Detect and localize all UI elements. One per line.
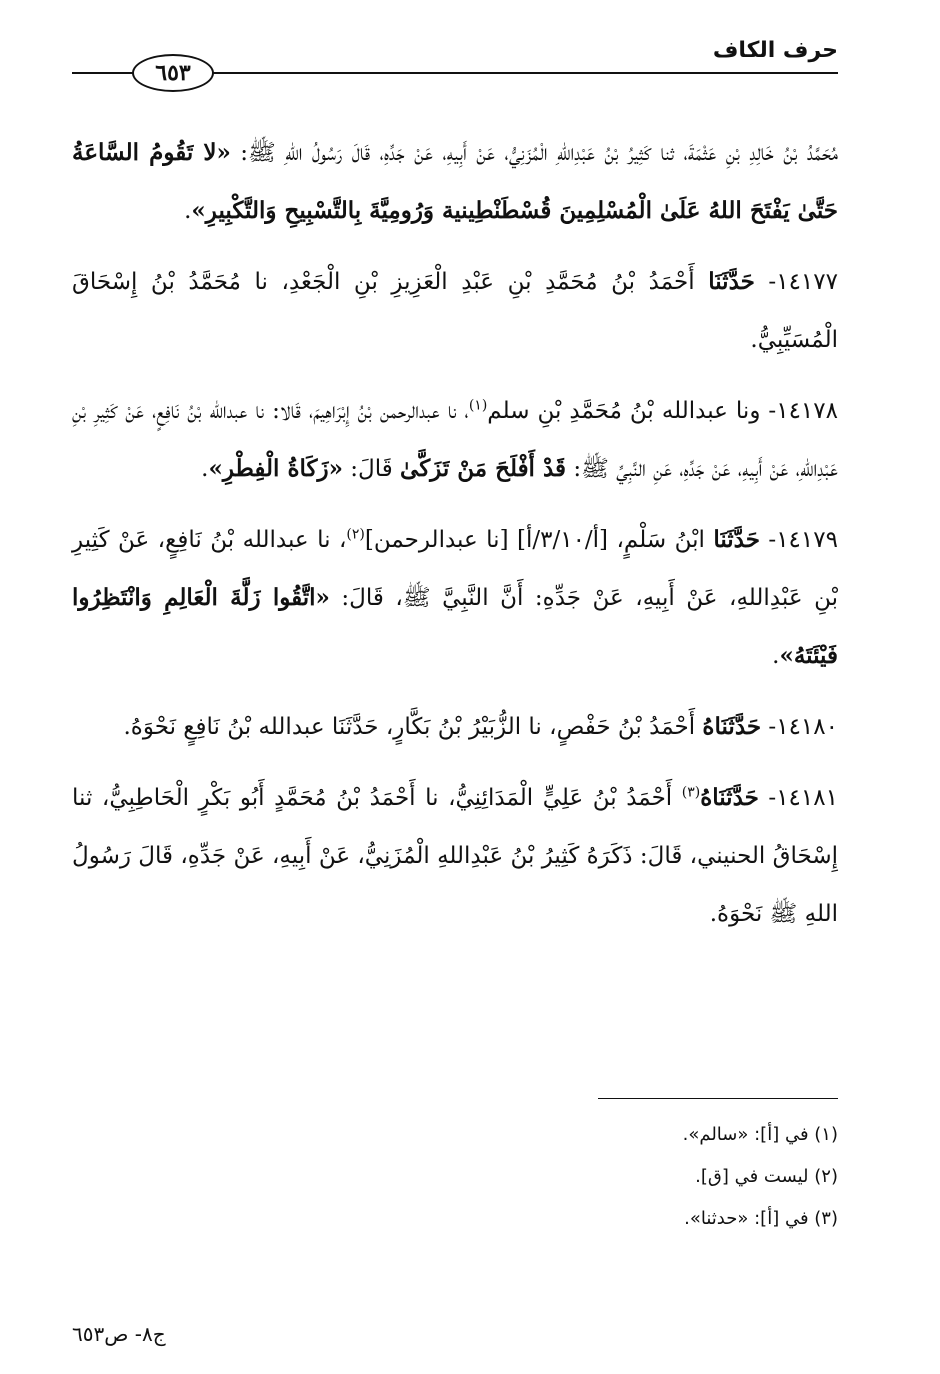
quoted-text: قَدْ أَفْلَحَ مَنْ تَزَكَّىٰ xyxy=(400,455,567,482)
paragraph xyxy=(72,382,838,498)
volume-page-reference: ج٨- ص٦٥٣ xyxy=(72,1322,166,1346)
text-span: ونا عبدالله بْنُ مُحَمَّدِ بْنِ سلم xyxy=(487,398,761,424)
footnote-item: (٣) في [أ]: «حدثنا». xyxy=(684,1208,838,1229)
paragraph xyxy=(72,124,838,240)
quoted-text: «اتَّقُوا زَلَّةَ الْعَالِمِ وَانْتَظِرُوا فَيْئَتَهُ» xyxy=(72,584,838,669)
text-span: ، نا عبدالله بْنُ نَافِعٍ، عَنْ كَثِيرِ بْنِ عَبْدِاللهِ، عَنْ أَبِيهِ، عَنْ جَدِّهِ: أَنَّ النَّبِيَّ ﷺ، قَالَ: xyxy=(72,527,838,611)
narration-keyword: حَدَّثَنَاهُ xyxy=(702,713,762,740)
text-span: قَالَ: xyxy=(342,456,401,482)
text-span: ابْنُ سَلْمٍ، [أ/٣/١٠/أ] [نا عبدالرحمن] xyxy=(364,527,714,553)
narration-keyword: حَدَّثَنَاهُ xyxy=(700,784,759,811)
hadith-number: ١٤١٧٧- xyxy=(754,269,838,295)
main-text xyxy=(72,124,838,956)
paragraph xyxy=(72,253,838,369)
hadith-number: ١٤١٧٨- xyxy=(760,398,838,424)
header-rule-right xyxy=(212,72,838,74)
footnote-item: (٢) ليست في [ق]. xyxy=(695,1166,838,1187)
text-span: مُحَمَّدُ بْنُ خَالِدِ بْنِ عَثْمَةَ، ثنا كَثِيرُ بْنُ عَبْدِاللهِ الْمُزَنِيُّ، عَنْ أَبِيهِ، عَنْ جَدِّهِ، قَالَ رَسُولُ اللهِ ﷺ: xyxy=(230,140,838,166)
footnote-item: (١) في [أ]: «سالم». xyxy=(682,1124,838,1145)
text-span: . xyxy=(184,198,192,224)
text-span: ، نا عبدالرحمن بْنُ إِبْرَاهِيمَ، قَالا: نا عبدالله بْنُ نَافِعٍ، عَنْ كَثِيرِ بْنِ عَبْدِاللهِ، عَنْ أَبِيهِ، عَنْ جَدِّهِ، عَنِ النَّبِيِّ ﷺ: xyxy=(72,398,838,482)
footnote-marker: (٣) xyxy=(681,784,701,801)
quoted-text: «لا تَقُومُ السَّاعَةُ حَتَّىٰ يَفْتَحَ اللهُ عَلَىٰ الْمُسْلِمِينَ قُسْطَنْطِينية وَرُومِيَّةَ بِالتَّسْبِيحِ وَالتَّكْبِيرِ» xyxy=(72,139,838,224)
narration-keyword: حَدَّثَنَا xyxy=(708,268,755,295)
chapter-title: حرف الكاف xyxy=(712,38,838,63)
hadith-number: ١٤١٨١- xyxy=(758,785,838,811)
hadith-number: ١٤١٧٩- xyxy=(759,527,838,553)
text-span: . xyxy=(772,643,780,669)
text-span: . xyxy=(201,456,209,482)
text-span: أَحْمَدُ بْنُ مُحَمَّدِ بْنِ عَبْدِ الْعَزِيزِ بْنِ الْجَعْدِ، نا مُحَمَّدُ بْنُ إِسْحَاقَ الْمُسَيِّبِيُّ. xyxy=(72,269,838,353)
paragraph xyxy=(72,511,838,685)
footnote-marker: (٢) xyxy=(346,526,365,543)
narration-keyword: حَدَّثَنَا xyxy=(713,526,760,553)
text-span: أَحْمَدُ بْنُ عَلِيٍّ الْمَدَائِنِيُّ، نا أَحْمَدُ بْنُ مُحَمَّدٍ أَبُو بَكْرٍ الْحَاطِبِيُّ، ثنا إِسْحَاقُ الحنيني، قَالَ: ذَكَرَهُ كَثِيرُ بْنُ عَبْدِاللهِ الْمُزَنِيُّ، عَنْ أَبِيهِ، عَنْ جَدِّهِ، قَالَ رَسُولُ اللهِ ﷺ نَحْوَهُ. xyxy=(72,785,838,927)
footnotes xyxy=(138,1114,838,1240)
footnote-divider xyxy=(598,1098,838,1099)
footnote-marker: (١) xyxy=(468,397,488,414)
page-number: ٦٥٣ xyxy=(132,54,214,92)
paragraph xyxy=(72,769,838,943)
paragraph xyxy=(72,698,838,756)
text-span: أَحْمَدُ بْنُ حَفْصٍ، نا الزُّبَيْرُ بْنُ بَكَّارٍ، حَدَّثَنَا عبدالله بْنُ نَافِعٍ نَحْوَهُ. xyxy=(123,714,703,740)
hadith-number: ١٤١٨٠- xyxy=(761,714,838,740)
header-rule-left xyxy=(72,72,134,74)
quoted-text: «زَكَاةُ الْفِطْرِ» xyxy=(208,455,343,482)
